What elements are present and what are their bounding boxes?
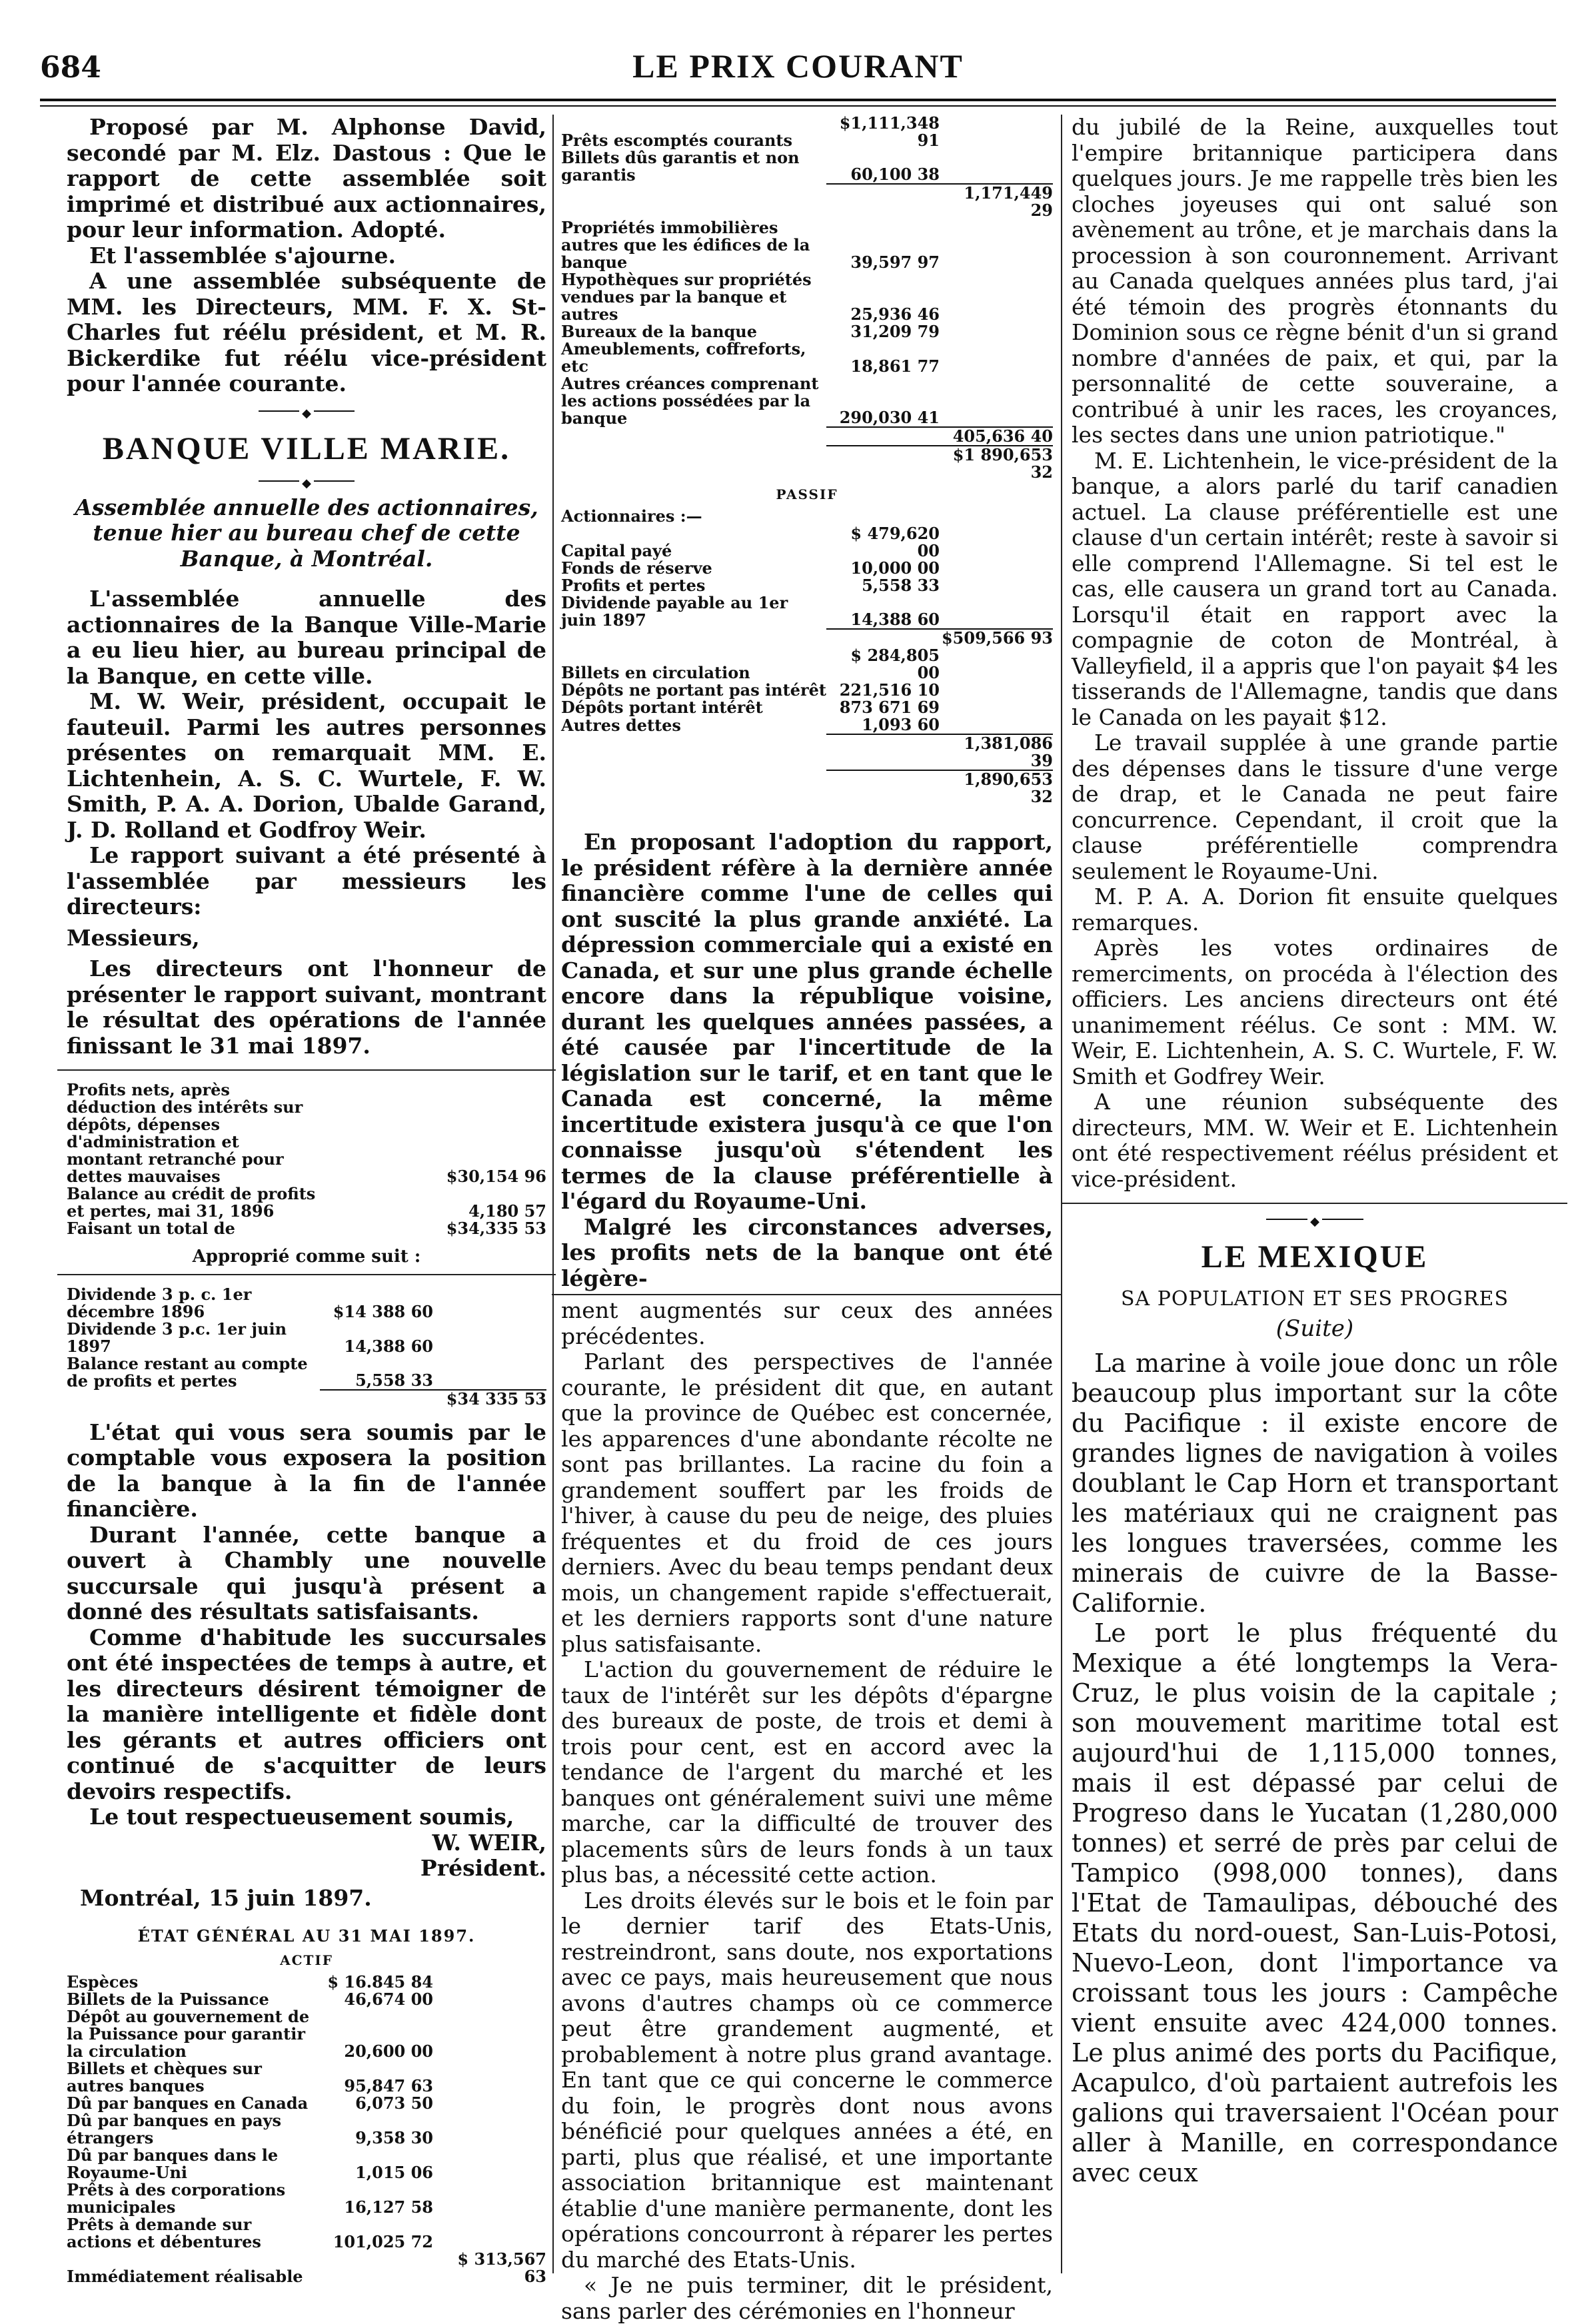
row-label: Autres créances comprenant les actions possédées par la banque <box>561 374 819 428</box>
row-amount <box>826 734 940 770</box>
row-label <box>561 427 826 446</box>
table-row <box>67 1390 546 1408</box>
row-amount <box>433 2095 546 2112</box>
row-amount <box>940 219 1053 271</box>
passif-table <box>561 508 1053 806</box>
actif-table <box>67 1974 546 2285</box>
table-row <box>67 2060 546 2095</box>
row-amount: 1,015 06 <box>355 2162 433 2182</box>
row-label: Balance au crédit de profits et pertes, mai 31, 1896 <box>67 1184 316 1221</box>
row-amount: 14,388 60 <box>344 1336 433 1356</box>
row-label <box>561 629 826 647</box>
row-amount: 4,180 57 <box>468 1201 546 1221</box>
row-amount <box>320 1390 433 1408</box>
row-label: Faisant un total de <box>67 1219 235 1238</box>
row-label: Fonds de réserve <box>561 558 712 578</box>
table-row <box>561 427 1053 446</box>
row-amount <box>826 508 940 525</box>
row-amount: 5,558 33 <box>862 576 940 595</box>
ornament-divider <box>67 406 546 416</box>
article-paragraph: Durant l'année, cette banque a ouvert à Chambly une nouvelle succursale qui jusqu'à présent a donné des résultats satisfaisants. <box>67 1521 546 1624</box>
table-rule <box>57 1274 556 1275</box>
row-amount: 290,030 41 <box>839 408 940 427</box>
column-1 <box>67 114 546 2286</box>
row-amount: 1,093 60 <box>862 715 940 734</box>
salutation: Messieurs, <box>67 924 200 951</box>
row-amount <box>826 629 940 647</box>
table-row <box>561 594 1053 629</box>
table-row <box>561 734 1053 770</box>
table-row <box>67 1220 546 1237</box>
article-paragraph: Le port le plus fréquenté du Mexique a été longtemps la Vera-Cruz, le plus voisin de la capitale ; son mouvement maritime total est aujourd'hui de 1,115,000 tonnes, mais il est dépassé par celui de Progreso dans le Yucatan (1,280,000 tonnes) et serré de près par celui de Tampico (998,000 tonnes), dans l'Etat de Tamaulipas, débouché des Etats du nord-ouest, San-Luis-Potosi, Nuevo-Leon, dont l'importance va croissant tous les jours : Campêche vient ensuite avec 424,000 tonnes. Le plus animé des ports du Pacifique, Acapulco, d'où partaient autrefois les galions qui traversaient l'Océan pour aller à Manille, en correspondance avec ceux <box>1072 1618 1558 2187</box>
column-divider-2 <box>1061 115 1062 2273</box>
table-row <box>67 1355 546 1390</box>
table-row <box>561 647 1053 682</box>
row-amount: 95,847 63 <box>344 2075 433 2095</box>
article-paragraph: M. P. A. A. Dorion fit ensuite quelques remarques. <box>1072 883 1558 935</box>
row-label: Dépôt au gouvernement de la Puissance pour garantir la circulation <box>67 2006 310 2061</box>
row-amount <box>433 2060 546 2095</box>
row-label: Ameublements, coffreforts, etc <box>561 339 806 376</box>
place-date: Montréal, 15 juin 1897. <box>80 1884 372 1911</box>
row-label: Autres dettes <box>561 716 681 735</box>
row-label: Dû par banques dans le Royaume-Uni <box>67 2145 279 2182</box>
article-paragraph: En proposant l'adoption du rapport, le président réfère à la dernière année financière comme l'une de celles qui ont suscité la plus grande anxiété. La dépression commerciale qui a existé en Canada, et sur une plus grande échelle encore dans la république voisine, durant les quelques années passées, a été causée par l'incertitude de la législation sur le tarif, et en tant que le Canada est concerné, la même incertitude existera jusqu'à ce que l'on connaisse jusqu'où s'étendent les termes de la clause préférentielle à l'égard du Royaume-Uni. <box>561 829 1053 1214</box>
row-label: Bureaux de la banque <box>561 322 758 341</box>
page-header <box>40 47 1556 100</box>
table-row <box>561 577 1053 594</box>
table-row <box>561 508 1053 525</box>
row-amount <box>826 770 940 806</box>
row-amount <box>433 1991 546 2008</box>
row-amount <box>940 716 1053 734</box>
table-row <box>67 2095 546 2112</box>
row-amount <box>940 323 1053 340</box>
table-row <box>561 115 1053 149</box>
column-divider-1 <box>552 115 554 2273</box>
row-amount <box>433 2112 546 2147</box>
table-row <box>67 1991 546 2008</box>
article-paragraph: du jubilé de la Reine, auxquelles tout l'empire britannique participera dans quelques jours. Je me rappelle très bien les cloches joyeuses qui ont salué son avènement au trône, et je marchais dans la procession à son couronnement. Arrivant au Canada quelques années plus tard, j'ai été témoin des progrès étonnants du Dominion sous ce règne bénit d'un si grand nombre d'années de paix, et qui, par la personnalité de cette souveraine, a contribué à unir les races, les croyances, les sectes dans une union patriotique." <box>1072 114 1558 448</box>
row-label <box>67 1390 320 1408</box>
continued-text <box>561 1298 1053 2324</box>
row-amount <box>320 1185 433 1220</box>
row-amount <box>940 115 1053 149</box>
passif-label: PASSIF <box>776 486 838 502</box>
row-amount: $1 890,653 32 <box>940 446 1053 481</box>
table-row <box>561 375 1053 427</box>
row-label: Propriétés immobilières autres que les édifices de la banque <box>561 218 810 272</box>
row-amount: 1,381,086 39 <box>940 734 1053 770</box>
row-amount: $34,335 53 <box>446 1219 546 1238</box>
row-amount: 5,558 33 <box>355 1370 433 1390</box>
row-label: Prêts à des corporations municipales <box>67 2179 286 2217</box>
table-row <box>561 340 1053 375</box>
row-amount: 9,358 30 <box>355 2127 433 2147</box>
row-amount <box>433 2008 546 2060</box>
table-rule <box>57 1069 556 1071</box>
row-label <box>561 734 826 770</box>
row-amount: 31,209 79 <box>850 322 940 341</box>
row-label: Dû par banques en Canada <box>67 2093 309 2113</box>
mexique-text <box>1072 1349 1558 2188</box>
article-paragraph: Les directeurs ont l'honneur de présenter le rapport suivant, montrant le résultat des opérations de l'année finissant le 31 mai 1897. <box>67 955 546 1059</box>
row-amount <box>320 2251 433 2285</box>
row-label: Balance restant au compte de profits et pertes <box>67 1353 308 1391</box>
row-amount <box>433 2216 546 2251</box>
header-rule-thin <box>40 105 1556 107</box>
ornament-divider <box>67 476 546 486</box>
header-rule-thick <box>40 99 1556 101</box>
row-amount: $30,154 96 <box>446 1167 546 1186</box>
continued-text <box>1072 115 1558 1192</box>
row-label: Dépôts portant intérêt <box>561 698 763 717</box>
row-amount: 20,600 00 <box>344 2041 433 2061</box>
article-paragraph: Comme d'habitude les succursales ont été inspectées de temps à autre, et les directeurs désirent témoigner de la manière intelligente et fidèle dont les gérants et autres officiers ont continué de s'acquitter de leurs devoirs respectifs. <box>67 1624 546 1804</box>
row-label: Profits et pertes <box>561 576 706 595</box>
row-amount <box>433 2181 546 2216</box>
row-amount: 873 671 69 <box>839 698 940 717</box>
row-amount: 1,890,653 32 <box>940 770 1053 806</box>
row-label: Billets et chèques sur autres banques <box>67 2058 262 2095</box>
actif-label: ACTIF <box>280 1952 333 1968</box>
suite-label: (Suite) <box>1275 1315 1354 1342</box>
row-amount <box>940 577 1053 594</box>
row-amount: $ 284,805 00 <box>850 646 940 682</box>
row-label: Espèces <box>67 1972 139 1992</box>
row-amount: $1,111,348 91 <box>839 113 940 150</box>
table-row <box>561 525 1053 560</box>
column-2 <box>561 113 1053 2324</box>
row-amount: $509,566 93 <box>940 629 1053 647</box>
row-label: Dividende 3 p. c. 1er décembre 1896 <box>67 1284 252 1321</box>
row-amount <box>940 560 1053 577</box>
row-label: Prêts escomptés courants <box>561 131 793 150</box>
article-paragraph: Et l'assemblée s'ajourne. <box>89 242 396 269</box>
row-amount <box>940 375 1053 427</box>
row-amount: 25,936 46 <box>850 304 940 324</box>
row-label <box>561 446 826 481</box>
row-amount: $34 335 53 <box>433 1390 546 1408</box>
table-row <box>67 1321 546 1355</box>
article-paragraph: L'assemblée annuelle des actionnaires de la Banque Ville-Marie a eu lieu hier, au bureau principal de la Banque, en cette ville. <box>67 586 546 689</box>
row-amount: $ 479,620 00 <box>850 524 940 560</box>
table-row <box>561 716 1053 734</box>
table-row <box>67 2008 546 2060</box>
article-paragraph: L'état qui vous sera soumis par le comptable vous exposera la position de la banque à la fin de l'année financière. <box>67 1419 546 1522</box>
table-row <box>561 682 1053 699</box>
row-amount: $14 388 60 <box>333 1301 433 1321</box>
actif-table-continued <box>561 115 1053 481</box>
column-3 <box>1072 115 1558 2274</box>
article-paragraph: « Je ne puis terminer, dit le président, sans parler des cérémonies en l'honneur <box>561 2272 1053 2324</box>
row-label: Billets dûs garantis et non garantis <box>561 148 800 185</box>
row-label: Billets de la Puissance <box>67 1989 269 2009</box>
row-label: Hypothèques sur propriétés vendues par la banque et autres <box>561 270 812 324</box>
row-label: Dû par banques en pays étrangers <box>67 2110 281 2147</box>
table-row <box>67 2251 546 2285</box>
table-row <box>561 770 1053 806</box>
row-amount: 39,597 97 <box>850 253 940 272</box>
dividend-table <box>67 1286 546 1408</box>
article-heading-banque: BANQUE VILLE MARIE. <box>102 430 511 466</box>
row-amount: 16,127 58 <box>344 2197 433 2217</box>
row-amount: 221,516 10 <box>839 680 940 700</box>
table-row <box>561 271 1053 323</box>
table-row <box>67 2147 546 2181</box>
row-amount: 18,861 77 <box>850 356 940 376</box>
article-paragraph: Le tout respectueusement soumis, <box>89 1804 514 1830</box>
row-amount <box>320 1220 433 1237</box>
row-label: Billets en circulation <box>561 663 750 682</box>
table-row <box>67 2181 546 2216</box>
article-subheading-mexique: SA POPULATION ET SES PROGRES <box>1120 1287 1509 1311</box>
table-row <box>561 560 1053 577</box>
table-row <box>67 2216 546 2251</box>
article-paragraph: Le travail supplée à une grande partie des dépenses dans le tissure d'une verge de drap, et le Canada ne peut faire concurrence. Cependant, il croit que la clause préférentielle comprendra seulement le Royaume-Uni. <box>1072 730 1558 884</box>
row-amount <box>433 1355 546 1390</box>
row-label <box>561 770 826 806</box>
row-amount <box>433 2147 546 2181</box>
ornament-divider <box>1072 1215 1558 1224</box>
row-amount: 60,100 38 <box>850 165 940 184</box>
table-row <box>67 1081 546 1185</box>
column-break-rule <box>552 1294 1062 1295</box>
table-row <box>67 1286 546 1321</box>
table-row <box>561 446 1053 481</box>
row-label: Immédiatement réalisable <box>67 2266 303 2286</box>
row-label: Dividende payable au 1er juin 1897 <box>561 593 788 630</box>
row-label: Prêts à demande sur actions et débentures <box>67 2214 261 2251</box>
table-row <box>67 1974 546 1991</box>
article-paragraph: Proposé par M. Alphonse David, secondé par M. Elz. Dastous : Que le rapport de cette assemblée soit imprimé et distribué aux actionnaires, pour leur information. Adopté. <box>67 114 546 243</box>
row-amount <box>940 682 1053 699</box>
row-amount: $ 313,567 63 <box>457 2249 546 2286</box>
row-label: Capital payé <box>561 541 672 560</box>
row-amount <box>940 594 1053 629</box>
table-row <box>67 2112 546 2147</box>
row-amount: 101,025 72 <box>333 2231 433 2251</box>
table-row <box>561 323 1053 340</box>
row-label: Actionnaires :— <box>561 506 702 526</box>
row-amount <box>940 647 1053 682</box>
row-amount: 10,000 00 <box>850 558 940 578</box>
row-amount <box>826 427 940 446</box>
article-paragraph: La marine à voile joue donc un rôle beaucoup plus important sur la côte du Pacifique : il existe encore de grandes lignes de navigation à voiles doublant le Cap Horn et transportant les matériaux qui ne craignent pas les longues traversées, comme les minerais de cuivre de la Basse-Californie. <box>1072 1348 1558 1618</box>
row-amount <box>320 1081 433 1185</box>
table-row <box>561 629 1053 647</box>
row-amount: $ 16.845 84 <box>327 1972 433 1992</box>
column-break-rule <box>1062 1203 1567 1204</box>
row-amount <box>940 149 1053 184</box>
article-subheading: Assemblée annuelle des actionnaires, tenue hier au bureau chef de cette Banque, à Montréal. <box>75 494 538 572</box>
table-row <box>561 219 1053 271</box>
appropriated-label: Approprié comme suit : <box>192 1247 421 1267</box>
article-paragraph: A une réunion subséquente des directeurs, MM. W. Weir et E. Lichtenhein ont été respectivement réélus président et vice-président. <box>1072 1089 1558 1192</box>
row-amount <box>433 1321 546 1355</box>
row-amount <box>826 184 940 219</box>
article-paragraph: Le rapport suivant a été présenté à l'assemblée par messieurs les directeurs: <box>67 842 546 919</box>
article-paragraph: Après les votes ordinaires de remerciments, on procéda à l'élection des officiers. Les anciens directeurs ont été unanimement réélus. Ce sont : MM. W. Weir, E. Lichtenhein, A. S. C. Wurtele, F. W. Smith et Godfrey Weir. <box>1072 935 1558 1089</box>
row-amount: 6,073 50 <box>355 2093 433 2113</box>
table-row <box>561 184 1053 219</box>
article-paragraph: Malgré les circonstances adverses, les profits nets de la banque ont été légère- <box>561 1213 1053 1291</box>
row-amount <box>433 1286 546 1321</box>
signature-name: W. WEIR, <box>432 1829 546 1856</box>
row-amount <box>940 271 1053 323</box>
table-row <box>561 149 1053 184</box>
row-amount: 46,674 00 <box>344 1989 433 2009</box>
row-label <box>561 184 826 219</box>
article-paragraph: M. W. Weir, président, occupait le fauteuil. Parmi les autres personnes présentes on remarquait MM. E. Lichtenhein, A. S. C. Wurtele, F. W. Smith, P. A. A. Dorion, Ubalde Garand, J. D. Rolland et Godfroy Weir. <box>67 688 546 843</box>
profits-table <box>67 1081 546 1237</box>
row-label: Profits nets, après déduction des intérêts sur dépôts, dépenses d'administration et montant retranché pour dettes mauvaises <box>67 1080 303 1186</box>
row-amount <box>826 446 940 481</box>
row-amount <box>940 525 1053 560</box>
row-label: Dividende 3 p.c. 1er juin 1897 <box>67 1319 287 1356</box>
table-row <box>67 1185 546 1220</box>
article-paragraph: M. E. Lichtenhein, le vice-président de la banque, a alors parlé du tarif canadien actuel. La clause préférentielle est une clause d'un certain intérêt; reste à savoir si elle comprend l'Allemagne. Si tel est le cas, elle causera un grand tort au Canada. Lorsqu'il était en rapport avec la compagnie de coton de Montréal, à Valleyfield, il a appris que l'on payait $4 les tisserands de l'Allemagne, tandis que dans le Canada on les payait $12. <box>1072 447 1558 730</box>
row-amount <box>940 699 1053 716</box>
article-paragraph: ment augmentés sur ceux des années précédentes. <box>561 1297 1053 1349</box>
row-amount: 405,636 40 <box>940 427 1053 446</box>
row-amount: 1,171,449 29 <box>940 184 1053 219</box>
article-paragraph: L'action du gouvernement de réduire le taux de l'intérêt sur les dépôts d'épargne des bureaux de poste, de trois et demi à trois pour cent, est en accord avec la tendance de l'argent du marché et les banques ont généralement suivi une même marche, car la difficulté de trouver des placements sûrs de leurs fonds à un taux plus bas, a nécessité cette action. <box>561 1656 1053 1888</box>
row-amount <box>433 1974 546 1991</box>
signature-title: Président. <box>420 1854 546 1881</box>
row-amount <box>940 508 1053 525</box>
table-row <box>561 699 1053 716</box>
page-number: 684 <box>40 51 101 85</box>
row-label: Dépôts ne portant pas intérêt <box>561 680 826 700</box>
row-amount: 14,388 60 <box>850 610 940 629</box>
article-paragraph: Les droits élevés sur le bois et le foin par le dernier tarif des Etats-Unis, restreindront, sans doute, nos exportations avec ce pays, mais heureusement que nous avons d'autres champs où ce commerce peut être grandement augmenté, et probablement à notre plus grand avantage. En tant que ce qui concerne le commerce du foin, le progrès dont nous avons bénéficié pour quelques années a été, en parti, plus que réalisé, et une importante association britannique est maintenant établie d'une manière permanente, dont les opérations concourront à réparer les pertes du marché des Etats-Unis. <box>561 1887 1053 2273</box>
row-amount <box>940 340 1053 375</box>
statement-title: ÉTAT GÉNÉRAL AU 31 MAI 1897. <box>137 1926 476 1946</box>
article-paragraph: A une assemblée subséquente de MM. les Directeurs, MM. F. X. St-Charles fut réélu président, et M. R. Bickerdike fut réélu vice-président pour l'année courante. <box>67 268 546 396</box>
running-title: LE PRIX COURANT <box>632 47 964 85</box>
article-paragraph: Parlant des perspectives de l'année courante, le président dit que, en autant que la province de Québec est concernée, les apparences d'une abondante récolte ne sont pas brillantes. La racine du foin a grandement souffert par les froids de l'hiver, à cause du peu de neige, des pluies fréquentes et du froid de ces jours derniers. Avec du beau temps pendant deux mois, un changement rapide s'effectuerait, et les derniers rapports sont d'une nature plus satisfaisante. <box>561 1349 1053 1657</box>
article-heading-mexique: LE MEXIQUE <box>1201 1239 1429 1275</box>
